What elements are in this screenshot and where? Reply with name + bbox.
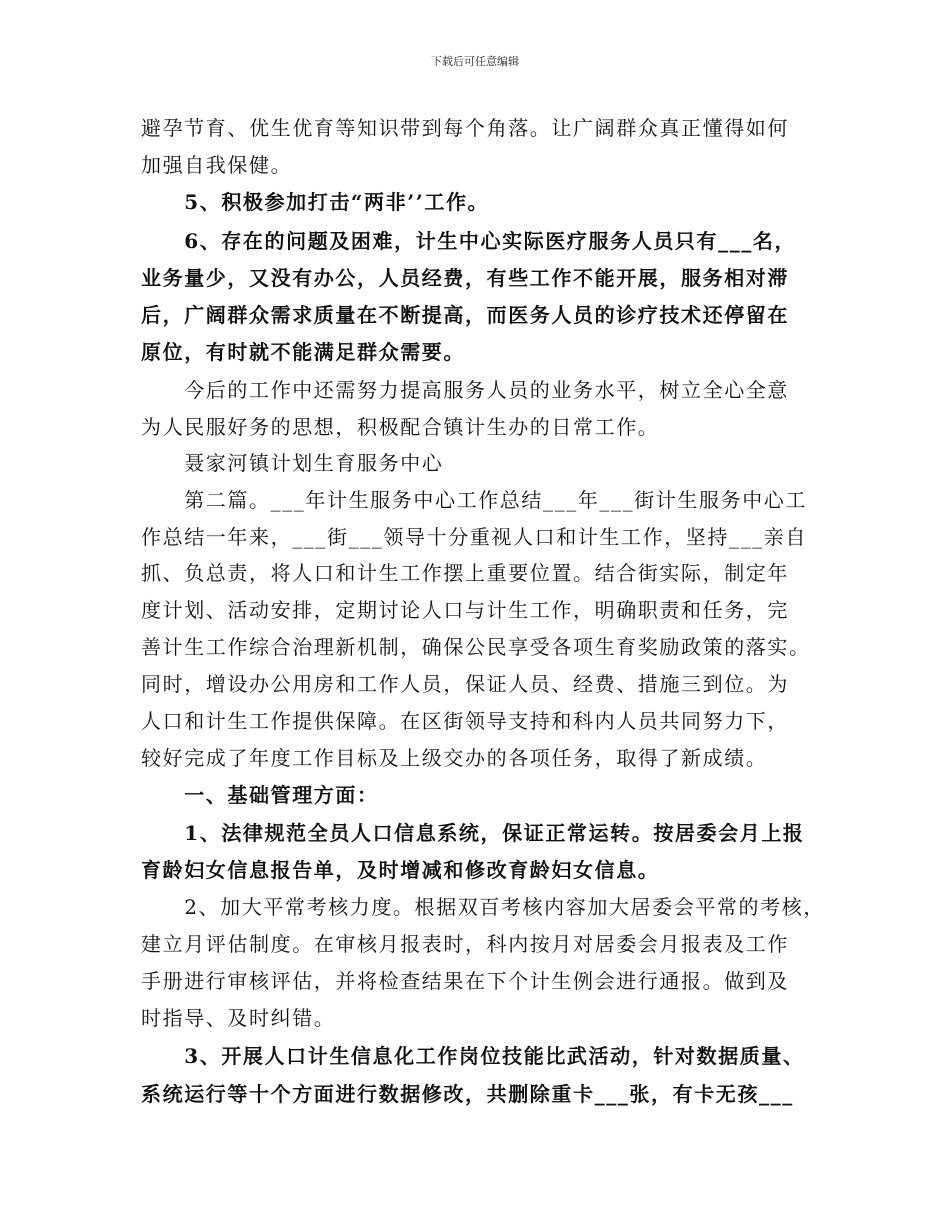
text-line: 加强自我保健。 <box>141 153 293 177</box>
text-line: 手册进行审核评估，并将检查结果在下个计生例会进行通报。做到及 <box>141 969 789 993</box>
text-line: 6、存在的问题及困难，计生中心实际医疗服务人员只有___名， <box>141 229 797 253</box>
text-line: 为人民服好务的思想，积极配合镇计生办的日常工作。 <box>141 415 660 439</box>
text-line: 2、加大平常考核力度。根据双百考核内容加大居委会平常的考核， <box>141 895 825 919</box>
text-line: 同时，增设办公用房和工作人员，保证人员、经费、措施三到位。为 <box>141 672 789 696</box>
text-line: 3、开展人口计生信息化工作岗位技能比武活动，针对数据质量、 <box>141 1044 805 1068</box>
text-line: 作总结一年来，___街___领导十分重视人口和计生工作，坚持___亲自 <box>141 525 807 549</box>
text-line: 后，广阔群众需求质量在不断提高，而医务人员的诊疗技术还停留在 <box>141 303 789 327</box>
text-line: 较好完成了年度工作目标及上级交办的各项任务，取得了新成绩。 <box>141 746 768 770</box>
text-line: 建立月评估制度。在审核月报表时，科内按月对居委会月报表及工作 <box>141 932 789 956</box>
text-line: 度计划、活动安排，定期讨论人口与计生工作，明确职责和任务，完 <box>141 598 789 622</box>
text-line: 一、基础管理方面： <box>141 783 379 807</box>
text-line: 人口和计生工作提供保障。在区街领导支持和科内人员共同努力下， <box>141 709 789 733</box>
text-line: 时指导、及时纠错。 <box>141 1006 336 1030</box>
page-header: 下载后可任意编辑 <box>431 55 519 68</box>
text-line: 育龄妇女信息报告单，及时增减和修改育龄妇女信息。 <box>141 858 660 882</box>
text-line: 今后的工作中还需努力提高服务人员的业务水平，树立全心全意 <box>141 378 789 402</box>
text-line: 1、法律规范全员人口信息系统，保证正常运转。按居委会月上报 <box>141 821 805 845</box>
text-line: 5、积极参加打击“两非’’工作。 <box>141 190 490 214</box>
text-line: 善计生工作综合治理新机制，确保公民享受各项生育奖励政策的落实。 <box>141 635 811 659</box>
text-line: 聂家河镇计划生育服务中心 <box>141 451 444 475</box>
text-line: 抓、负总责，将人口和计生工作摆上重要位置。结合街实际，制定年 <box>141 561 789 585</box>
text-line: 避孕节育、优生优育等知识带到每个角落。让广阔群众真正懂得如何 <box>141 116 789 140</box>
text-line: 原位，有时就不能满足群众需要。 <box>141 340 465 364</box>
text-line: 业务量少，又没有办公，人员经费，有些工作不能开展，服务相对滞 <box>141 266 789 290</box>
text-line: 第二篇。___年计生服务中心工作总结___年___街计生服务中心工 <box>141 488 807 512</box>
text-line: 系统运行等十个方面进行数据修改，共删除重卡___张，有卡无孩___ <box>141 1082 794 1106</box>
